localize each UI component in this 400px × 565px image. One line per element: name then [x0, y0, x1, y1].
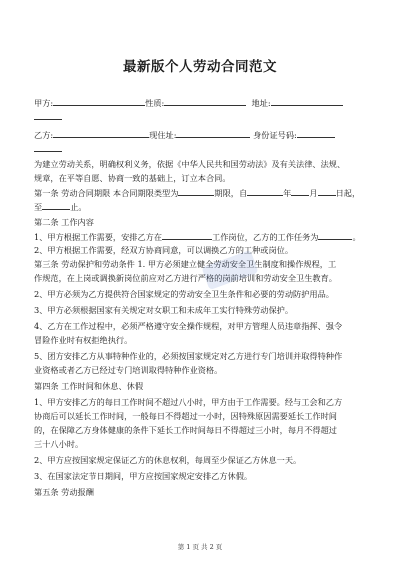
clause-heading: 第二条 工作内容: [34, 217, 94, 227]
party-b-row-cont: [34, 142, 370, 155]
body-line: 4、乙方在工作过程中，必须严格遵守安全操作规程，对甲方管理人员违章指挥、强令: [34, 321, 343, 331]
document-title: 最新版个人劳动合同范文: [123, 59, 277, 75]
body-line: 2、甲方必须为乙方提供符合国家规定的劳动安全卫生条件和必要的劳动防护用品。: [34, 289, 334, 299]
clause-2-text: 1、甲方根据工作需要，安排乙方在: [34, 232, 163, 242]
party-a-address-blank-cont[interactable]: [34, 110, 62, 120]
body-line: 规章，在平等自愿、协商一致的基础上，订立本合同。: [34, 173, 231, 183]
body-line: 2、甲方根据工作需要，经双方协商同意，可以调换乙方的工种或岗位。: [34, 245, 294, 255]
body-line: 5、团方安排乙方从事特种作业的，必须按国家规定对乙方进行专门培训并取得特种作: [34, 351, 343, 361]
body-line: 三十八小时。: [34, 439, 84, 449]
party-a-nature-blank[interactable]: [164, 96, 246, 106]
clause-2-text-b: 。: [352, 232, 361, 242]
body-line: 2、甲方应按国家规定保证乙方的休息权利，每周至少保证乙方休息一天。: [34, 455, 302, 465]
clause-1-end: 止。: [70, 202, 87, 212]
clause-1-text-b: 年: [283, 188, 292, 198]
work-task-blank[interactable]: [318, 230, 352, 240]
work-post-blank[interactable]: [162, 230, 212, 240]
clause-1-text: 第一条 劳动合同期限 本合同期限类型为: [34, 188, 179, 198]
page-footer: 第 1 页 共 2 页: [177, 543, 223, 551]
clause-1-line-2: [34, 200, 370, 213]
party-a-label: 甲方:: [34, 98, 54, 108]
start-year-blank[interactable]: [247, 186, 283, 196]
clause-1-text-a: 期限，自: [214, 188, 248, 198]
party-b-residence-blank[interactable]: [176, 128, 250, 138]
clause-2-text-a: 工作岗位，乙方的工作任务为: [212, 232, 319, 242]
body-line: 1、甲方安排乙方的每日工作时间不超过八小时，甲方由于工作需要。经与工会和乙方: [34, 397, 343, 407]
party-b-id-label: 身份证号码:: [253, 130, 297, 140]
body-line: 3、在国家法定节日期间，甲方应按国家规定安排乙方休假。: [34, 471, 253, 481]
clause-heading: 第五条 劳动报酬: [34, 487, 94, 497]
party-b-blank[interactable]: [53, 128, 149, 138]
party-a-nature-label: 性质:: [145, 98, 165, 108]
body-line: 作规范，在上岗或调换新岗位前应对乙方进行严格的岗前培训和劳动安全卫生教育。: [34, 273, 337, 283]
party-b-residence-label: 现住址:: [149, 130, 177, 140]
clause-1-line: [34, 186, 370, 199]
body-line: 3、甲方必须根据国家有关规定对女职工和未成年工实行特殊劳动保护。: [34, 305, 294, 315]
party-b-label: 乙方:: [34, 130, 54, 140]
party-a-address-label: 地址:: [251, 98, 271, 108]
clause-1-to: 至: [34, 202, 43, 212]
contract-type-blank[interactable]: [178, 186, 214, 196]
party-b-row: [34, 128, 370, 141]
body-line: 第三条 劳动保护和劳动条件 1. 甲方必须建立健全劳动安全卫生制度和操作规程，工: [34, 259, 337, 269]
party-a-address-blank[interactable]: [271, 96, 343, 106]
start-month-blank[interactable]: [291, 186, 309, 196]
clause-1-text-c: 月: [309, 188, 318, 198]
body-line: 的，在保障乙方身体健康的条件下延长工作时间每日不得超过三小时，每月不得超过: [34, 425, 337, 435]
clause-1-text-d: 日起，: [335, 188, 361, 198]
body-line: 协商后可以延长工作时间，一般每日不得超过一小时，因特殊原因需要延长工作时间: [34, 411, 337, 421]
start-day-blank[interactable]: [318, 186, 336, 196]
body-line: 业资格或者乙方已经过专门培训取得特种作业资格。: [34, 365, 223, 375]
body-line: 为建立劳动关系，明确权利义务，依据《中华人民共和国劳动法》及有关法律、法规、: [34, 159, 346, 169]
end-date-blank[interactable]: [42, 200, 70, 210]
body-line: 冒险作业时有权拒绝执行。: [34, 335, 133, 345]
party-b-id-blank-cont[interactable]: [34, 142, 62, 152]
clause-2-line: [34, 230, 370, 243]
party-b-id-blank[interactable]: [297, 128, 335, 138]
party-a-row-cont: [34, 110, 370, 123]
party-a-row: [34, 96, 370, 109]
party-a-blank[interactable]: [53, 96, 145, 106]
clause-heading: 第四条 工作时间和休息、休假: [34, 381, 144, 391]
